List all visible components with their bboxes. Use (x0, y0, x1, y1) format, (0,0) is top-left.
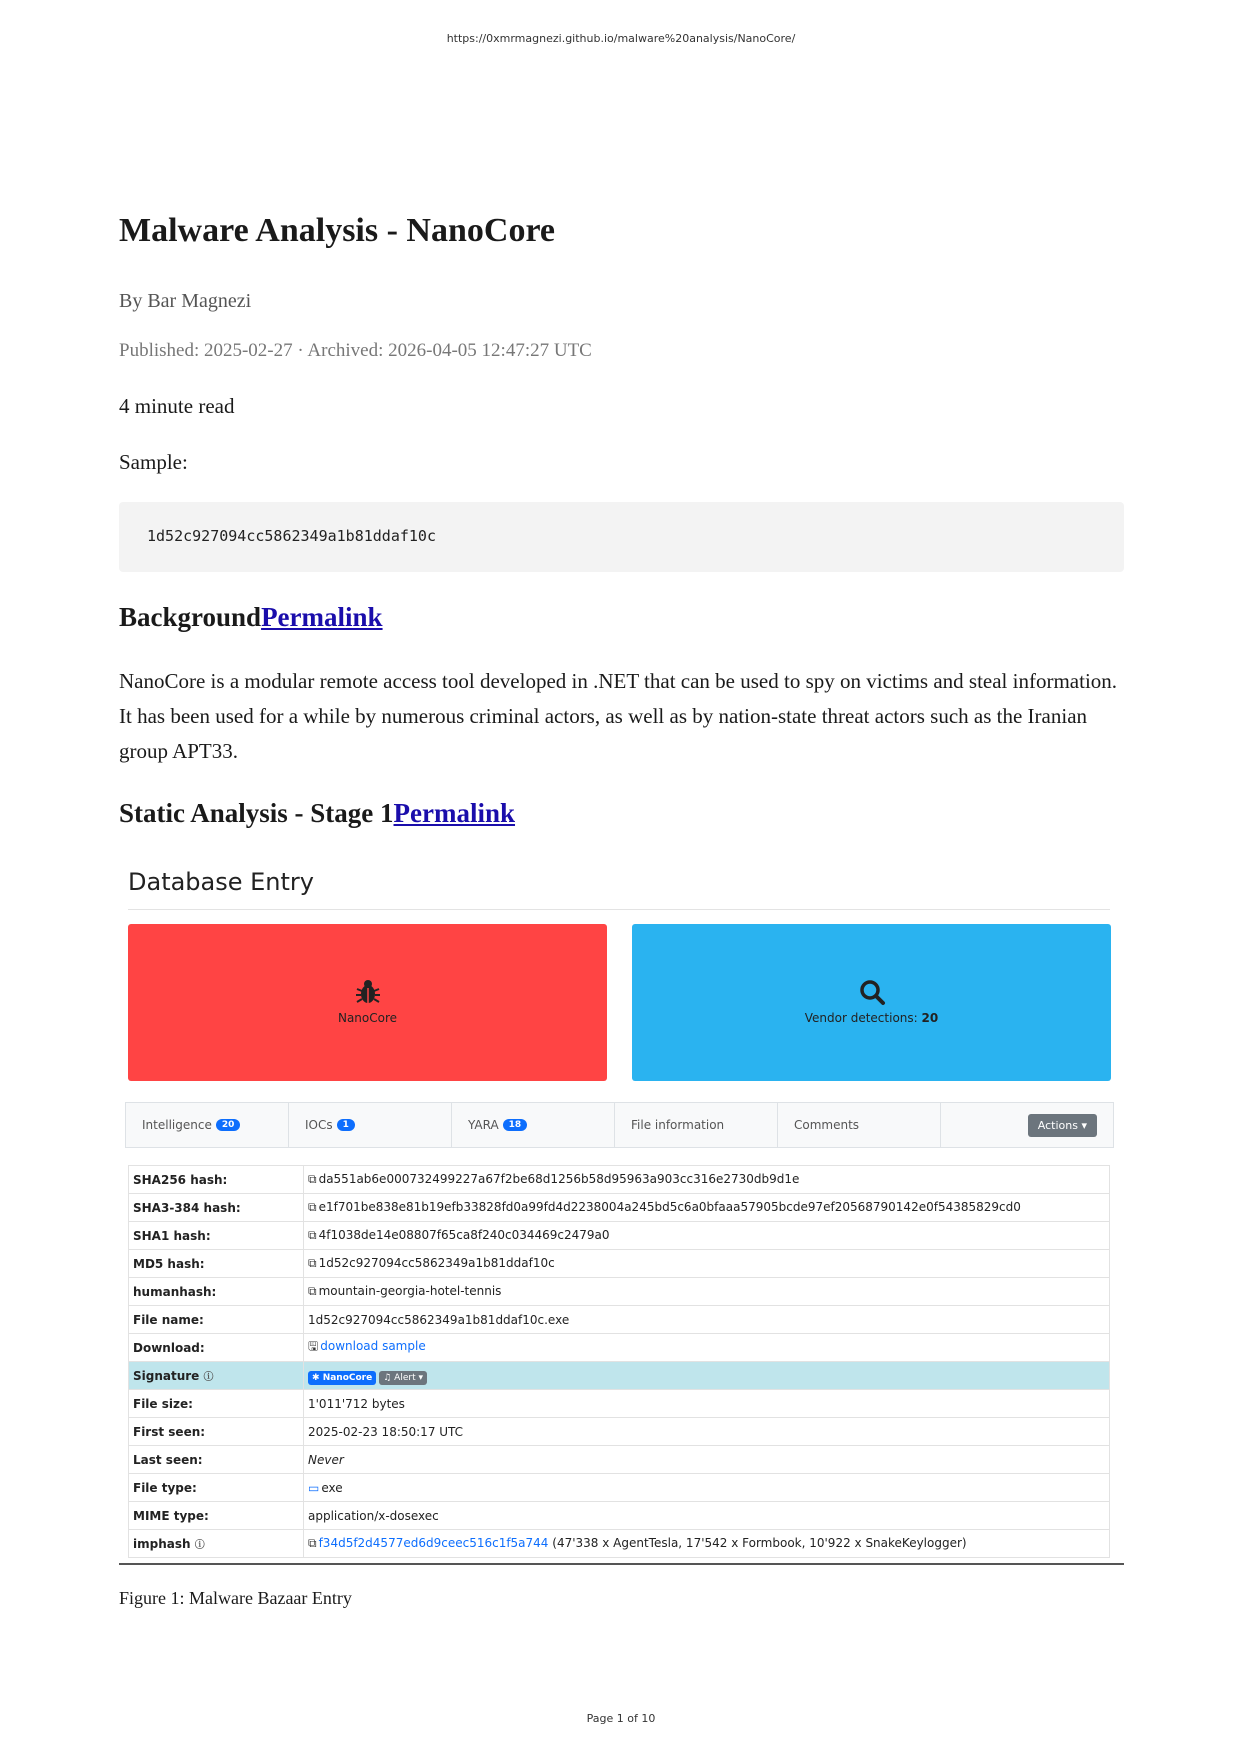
row-key: File size: (129, 1390, 304, 1418)
heading-background (119, 602, 383, 633)
save-icon: 🖫 (308, 1339, 319, 1353)
permalink-static-analysis[interactable]: Permalink (393, 798, 516, 828)
row-key: File type: (129, 1474, 304, 1502)
file-type-value: exe (321, 1480, 343, 1495)
copy-icon[interactable]: ⧉ (308, 1536, 317, 1550)
file-size-value: 1'011'712 bytes (304, 1390, 1110, 1418)
last-seen-value: Never (304, 1446, 1110, 1474)
imphash-stats: (47'338 x AgentTesla, 17'542 x Formbook, 10'922 x SnakeKeylogger) (552, 1536, 967, 1550)
tab-yara[interactable] (452, 1103, 615, 1147)
sample-code-block (119, 502, 1124, 572)
help-icon[interactable]: ⓘ (194, 1540, 205, 1551)
count-badge: 18 (503, 1119, 528, 1131)
table-row (129, 1222, 1110, 1250)
count-badge: 20 (216, 1119, 241, 1131)
table-row (129, 1446, 1110, 1474)
vendor-detections-count: 20 (921, 1011, 939, 1025)
window-icon: ▭ (308, 1480, 320, 1495)
table-row (129, 1194, 1110, 1222)
sha256-value: da551ab6e000732499227a67f2be68d1256b58d95963a903cc316e2730db9d1e (318, 1172, 800, 1186)
row-value (304, 1362, 1110, 1390)
humanhash-value: mountain-georgia-hotel-tennis (318, 1284, 502, 1298)
table-row (129, 1474, 1110, 1502)
tab-label: YARA (468, 1118, 499, 1132)
signature-card (128, 924, 607, 1081)
tab-file-information[interactable] (615, 1103, 778, 1147)
row-value (304, 1334, 1110, 1362)
page-url: https://0xmrmagnezi.github.io/malware%20analysis/NanoCore/ (446, 32, 796, 45)
permalink-background[interactable]: Permalink (261, 602, 383, 632)
tab-label: Intelligence (142, 1118, 212, 1132)
row-key: MD5 hash: (129, 1250, 304, 1278)
published-date: Published: 2025-02-27 · Archived: 2026-04-05 12:47:27 UTC (119, 340, 592, 361)
table-row-signature (129, 1362, 1110, 1390)
row-key: humanhash: (129, 1278, 304, 1306)
copy-icon[interactable]: ⧉ (308, 1228, 317, 1242)
copy-icon[interactable]: ⧉ (308, 1256, 317, 1270)
malware-bazaar-screenshot (119, 862, 1124, 1566)
database-entry-title: Database Entry (128, 868, 314, 896)
file-name-value: 1d52c927094cc5862349a1b81ddaf10c.exe (304, 1306, 1110, 1334)
tab-comments[interactable] (778, 1103, 941, 1147)
vendor-detections-card (632, 924, 1111, 1081)
bug-icon: ✱ (312, 1372, 320, 1383)
imphash-key-label: imphash (133, 1537, 191, 1551)
sample-hash: 1d52c927094cc5862349a1b81ddaf10c (147, 527, 436, 545)
table-row (129, 1334, 1110, 1362)
tab-intelligence[interactable] (126, 1103, 289, 1147)
vendor-detections-label: Vendor detections: (804, 1011, 918, 1025)
signature-key-label: Signature (133, 1369, 200, 1383)
search-icon (632, 978, 1111, 1010)
figure-bottom-rule (119, 1563, 1124, 1565)
row-key: MIME type: (129, 1502, 304, 1530)
actions-label: Actions (1037, 1118, 1078, 1132)
bug-icon (128, 978, 607, 1010)
row-key: SHA1 hash: (129, 1222, 304, 1250)
background-paragraph: NanoCore is a modular remote access tool developed in .NET that can be used to spy on victims and steal information. It has been used for a while by numerous criminal actors, as well as by nation-state threat actors such as the Iranian group APT33. (119, 669, 1118, 763)
row-value (304, 1222, 1110, 1250)
table-row (129, 1166, 1110, 1194)
table-row (129, 1306, 1110, 1334)
tab-label: File information (631, 1118, 725, 1132)
copy-icon[interactable]: ⧉ (308, 1284, 317, 1298)
row-key: First seen: (129, 1418, 304, 1446)
tab-label: IOCs (305, 1118, 333, 1132)
row-key: SHA3-384 hash: (129, 1194, 304, 1222)
signature-badge-label: NanoCore (322, 1372, 373, 1383)
table-row (129, 1250, 1110, 1278)
figure-caption: Figure 1: Malware Bazaar Entry (119, 1588, 352, 1608)
divider (128, 909, 1110, 910)
copy-icon[interactable]: ⧉ (308, 1200, 317, 1214)
first-seen-value: 2025-02-23 18:50:17 UTC (304, 1418, 1110, 1446)
table-row (129, 1390, 1110, 1418)
row-value (304, 1474, 1110, 1502)
row-key: File name: (129, 1306, 304, 1334)
actions-cell (941, 1103, 1113, 1147)
file-metadata-table (128, 1165, 1110, 1558)
md5-value: 1d52c927094cc5862349a1b81ddaf10c (318, 1256, 555, 1270)
tab-iocs[interactable] (289, 1103, 452, 1147)
alert-label: Alert (394, 1372, 416, 1383)
row-value (304, 1166, 1110, 1194)
table-row (129, 1502, 1110, 1530)
bell-icon: ♫ (383, 1372, 392, 1383)
row-value (304, 1530, 1110, 1558)
actions-dropdown-button[interactable] (1028, 1114, 1097, 1137)
tab-bar (125, 1102, 1114, 1148)
copy-icon[interactable]: ⧉ (308, 1172, 317, 1186)
row-value (304, 1278, 1110, 1306)
heading-background-text: Background (119, 602, 262, 632)
page-title: Malware Analysis - NanoCore (119, 212, 556, 249)
vendor-detections-text (632, 1011, 1111, 1025)
tab-label: Comments (794, 1118, 860, 1132)
row-key: Last seen: (129, 1446, 304, 1474)
row-key (129, 1530, 304, 1558)
sha1-value: 4f1038de14e08807f65ca8f240c034469c2479a0 (318, 1228, 610, 1242)
sha3-value: e1f701be838e81b19efb33828fd0a99fd4d2238004a245bd5c6a0bfaaa57905bcde97ef20568790142e0f54385829cd0 (318, 1200, 1021, 1214)
author-byline: By Bar Magnezi (119, 290, 252, 312)
download-sample-link[interactable]: download sample (320, 1339, 426, 1353)
row-key (129, 1362, 304, 1390)
table-row (129, 1530, 1110, 1558)
row-key: SHA256 hash: (129, 1166, 304, 1194)
heading-static-analysis (119, 798, 515, 829)
signature-badge[interactable] (308, 1371, 376, 1385)
count-badge: 1 (337, 1119, 355, 1131)
mime-type-value: application/x-dosexec (304, 1502, 1110, 1530)
heading-static-analysis-text: Static Analysis - Stage 1 (119, 798, 394, 828)
help-icon[interactable]: ⓘ (203, 1372, 214, 1383)
table-row (129, 1278, 1110, 1306)
row-value (304, 1194, 1110, 1222)
sample-label: Sample: (119, 450, 188, 474)
table-row (129, 1418, 1110, 1446)
row-value (304, 1250, 1110, 1278)
row-key: Download: (129, 1334, 304, 1362)
read-time: 4 minute read (119, 394, 235, 418)
imphash-link[interactable]: f34d5f2d4577ed6d9ceec516c1f5a744 (318, 1536, 549, 1550)
signature-card-label: NanoCore (337, 1011, 398, 1025)
page-number: Page 1 of 10 (586, 1712, 656, 1725)
caret-down-icon: ▾ (1081, 1118, 1087, 1132)
alert-dropdown-button[interactable]: ♫ Alert ▾ (379, 1371, 427, 1385)
